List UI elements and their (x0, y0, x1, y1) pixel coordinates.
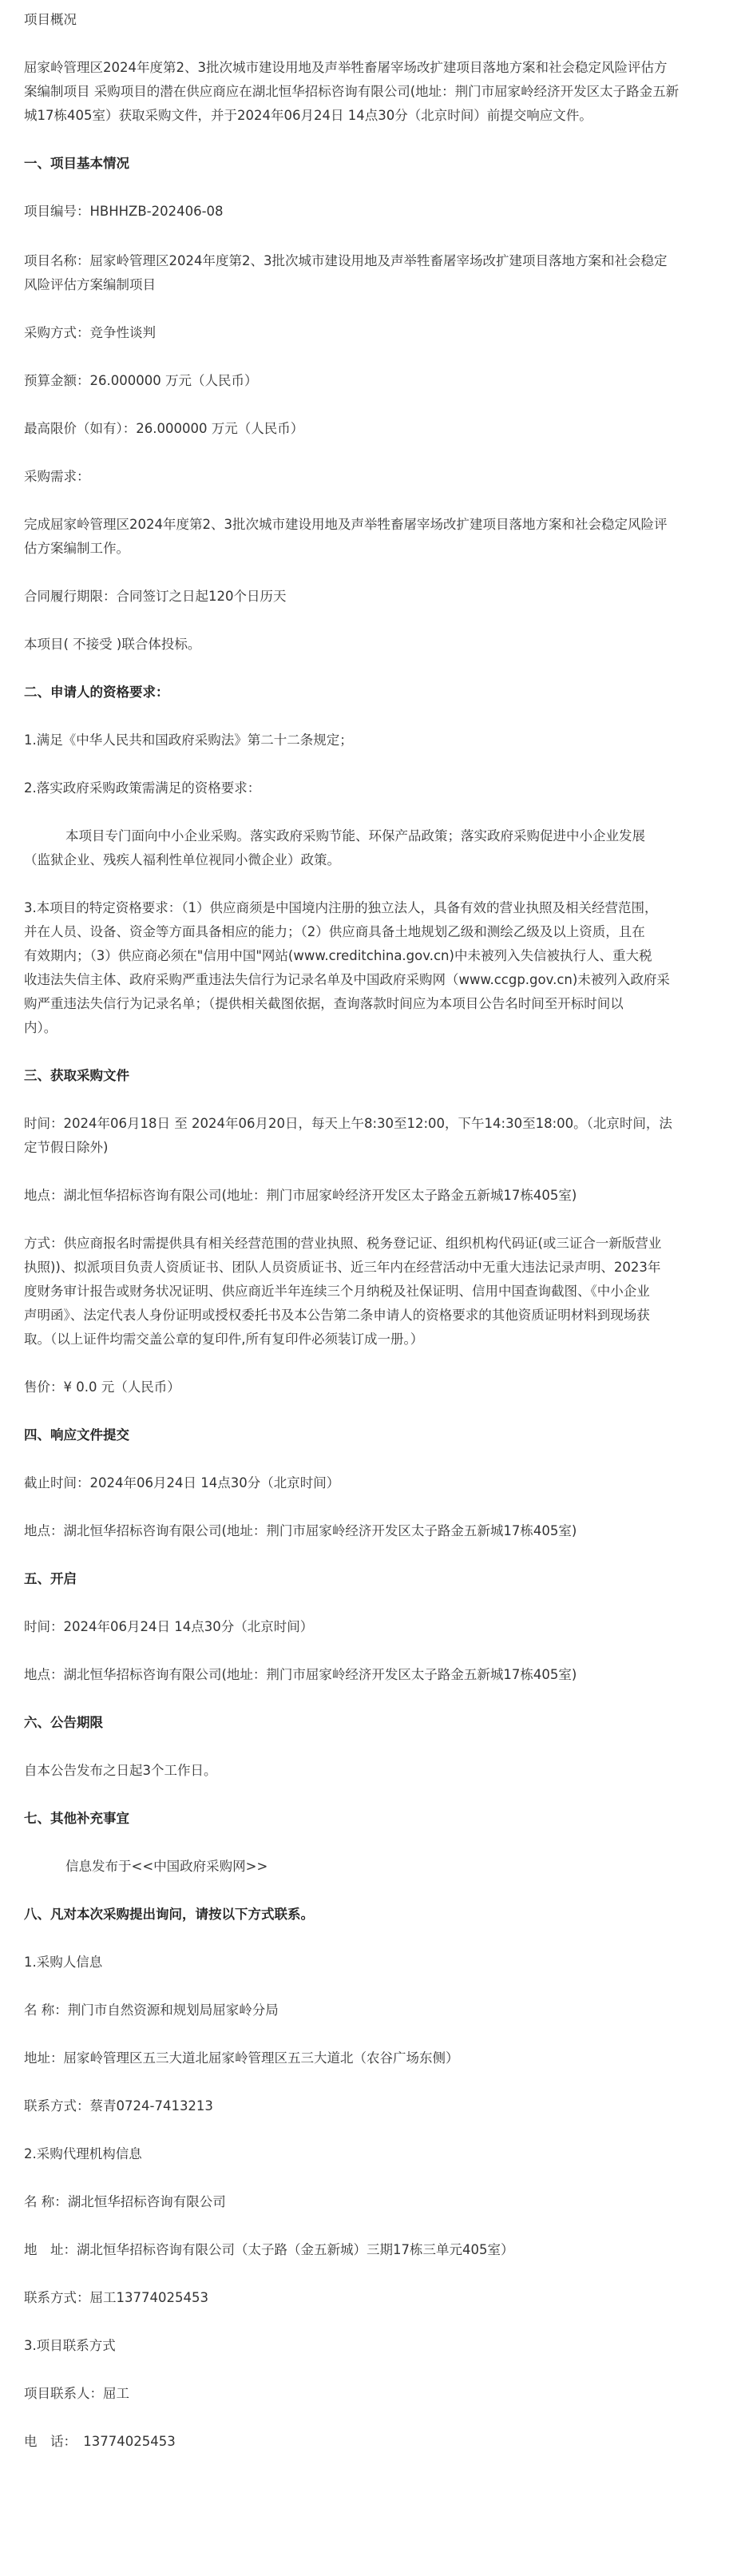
requirement-3-line: 3.本项目的特定资格要求：（1）供应商须是中国境内注册的独立法人，具备有效的营业执照及相关经营范围， (24, 900, 658, 915)
requirement-1: 1.满足《中华人民共和国政府采购法》第二十二条规定； (24, 732, 353, 748)
demand-line: 估方案编制工作。 (24, 541, 129, 556)
max-price: 最高限价（如有）：26.000000 万元（人民币） (24, 421, 304, 436)
requirement-2-detail-line: （监狱企业、残疾人福利性单位视同小微企业）政策。 (24, 852, 340, 867)
acquire-method-line: 度财务审计报告或财务状况证明、供应商近半年连续三个月纳税及社保证明、信用中国查询截图、《中小企业 (24, 1284, 650, 1299)
section-8-title: 八、凡对本次采购提出询问，请按以下方式联系。 (24, 1907, 314, 1922)
project-name-line: 风险评估方案编制项目 (24, 277, 156, 292)
purchase-method: 采购方式：竞争性谈判 (24, 325, 156, 340)
supplement-note: 信息发布于<<中国政府采购网>> (65, 1859, 268, 1874)
buyer-contact: 联系方式：蔡青0724-7413213 (24, 2098, 213, 2114)
project-number: 项目编号：HBHHZB-202406-08 (24, 204, 224, 219)
requirement-3-line: 购严重违法失信行为记录名单；（提供相关截图依据，查询落款时间应为本项目公告名时间至开标时间以 (24, 996, 624, 1011)
agent-name: 名 称：湖北恒华招标咨询有限公司 (24, 2194, 226, 2209)
opening-place: 地点：湖北恒华招标咨询有限公司(地址：荆门市屈家岭经济开发区太子路金五新城17栋405室) (24, 1667, 577, 1682)
buyer-name: 名 称：荆门市自然资源和规划局屈家岭分局 (24, 2002, 279, 2018)
announcement-period: 自本公告发布之日起3个工作日。 (24, 1763, 217, 1778)
acquire-method-line: 方式：供应商报名时需提供具有相关经营范围的营业执照、税务登记证、组织机构代码证(或三证合一新版营业 (24, 1236, 662, 1251)
buyer-address: 地址：屈家岭管理区五三大道北屈家岭管理区五三大道北（农谷广场东侧） (24, 2050, 459, 2066)
consortium-note: 本项目( 不接受 )联合体投标。 (24, 637, 201, 652)
acquire-time-line: 时间：2024年06月18日 至 2024年06月20日，每天上午8:30至12:00，下午14:30至18:00。（北京时间，法 (24, 1116, 672, 1131)
contract-period: 合同履行期限：合同签订之日起120个日历天 (24, 589, 287, 604)
submission-place: 地点：湖北恒华招标咨询有限公司(地址：荆门市屈家岭经济开发区太子路金五新城17栋405室) (24, 1523, 577, 1538)
acquire-time-line: 定节假日除外) (24, 1140, 109, 1155)
section-3-title: 三、获取采购文件 (24, 1068, 129, 1083)
acquire-place: 地点：湖北恒华招标咨询有限公司(地址：荆门市屈家岭经济开发区太子路金五新城17栋405室) (24, 1188, 577, 1203)
agent-info-title: 2.采购代理机构信息 (24, 2146, 142, 2161)
requirement-2: 2.落实政府采购政策需满足的资格要求： (24, 780, 261, 796)
demand-line: 完成屈家岭管理区2024年度第2、3批次城市建设用地及声举牲畜屠宰场改扩建项目落地方案和社会稳定风险评 (24, 517, 668, 532)
acquire-method-line: 执照))、拟派项目负责人资质证书、团队人员资质证书、近三年内在经营活动中无重大违法记录声明、2023年 (24, 1260, 661, 1275)
overview-heading: 项目概况 (24, 12, 77, 27)
demand-label: 采购需求： (24, 469, 90, 484)
overview-paragraph-line: 屈家岭管理区2024年度第2、3批次城市建设用地及声举牲畜屠宰场改扩建项目落地方案和社会稳定风险评估方 (24, 60, 668, 75)
requirement-2-detail-line: 本项目专门面向中小企业采购。落实政府采购节能、环保产品政策；落实政府采购促进中小企业发展 (65, 828, 645, 843)
section-4-title: 四、响应文件提交 (24, 1427, 129, 1443)
document-price: 售价：¥ 0.0 元（人民币） (24, 1379, 180, 1395)
overview-paragraph-line: 城17栋405室）获取采购文件，并于2024年06月24日 14点30分（北京时间）前提交响应文件。 (24, 108, 592, 123)
requirement-3-line: 内）。 (24, 1020, 57, 1035)
buyer-info-title: 1.采购人信息 (24, 1955, 103, 1970)
agent-address: 地 址：湖北恒华招标咨询有限公司（太子路（金五新城）三期17栋三单元405室） (24, 2242, 514, 2257)
overview-paragraph-line: 案编制项目 采购项目的潜在供应商应在湖北恒华招标咨询有限公司(地址：荆门市屈家岭经济开发区太子路金五新 (24, 84, 680, 99)
section-5-title: 五、开启 (24, 1571, 77, 1586)
opening-time: 时间：2024年06月24日 14点30分（北京时间） (24, 1619, 314, 1634)
requirement-3-line: 有效期内；（3）供应商必须在"信用中国"网站(www.creditchina.gov.cn)中未被列入失信被执行人、重大税 (24, 948, 652, 963)
budget-amount: 预算金额：26.000000 万元（人民币） (24, 373, 258, 388)
section-7-title: 七、其他补充事宜 (24, 1811, 129, 1826)
section-1-title: 一、项目基本情况 (24, 156, 129, 171)
submission-deadline: 截止时间：2024年06月24日 14点30分（北京时间） (24, 1475, 340, 1490)
project-contact-person: 项目联系人：屈工 (24, 2386, 129, 2401)
acquire-method-line: 取。（以上证件均需交盖公章的复印件,所有复印件必须装订成一册。） (24, 1332, 424, 1347)
requirement-3-line: 并在人员、设备、资金等方面具备相应的能力；（2）供应商具备土地规划乙级和测绘乙级及以上资质，且在 (24, 924, 645, 939)
project-contact-phone: 电 话： 13774025453 (24, 2434, 176, 2449)
project-contact-title: 3.项目联系方式 (24, 2338, 116, 2353)
acquire-method-line: 声明函》、法定代表人身份证明或授权委托书及本公告第二条申请人的资格要求的其他资质证明材料到现场获 (24, 1308, 650, 1323)
section-6-title: 六、公告期限 (24, 1715, 103, 1730)
project-name-line: 项目名称：屈家岭管理区2024年度第2、3批次城市建设用地及声举牲畜屠宰场改扩建项目落地方案和社会稳定 (24, 253, 668, 268)
agent-contact: 联系方式：屈工13774025453 (24, 2290, 208, 2305)
section-2-title: 二、申请人的资格要求： (24, 685, 169, 700)
requirement-3-line: 收违法失信主体、政府采购严重违法失信行为记录名单及中国政府采购网（www.ccgp.gov.cn)未被列入政府采 (24, 972, 670, 987)
